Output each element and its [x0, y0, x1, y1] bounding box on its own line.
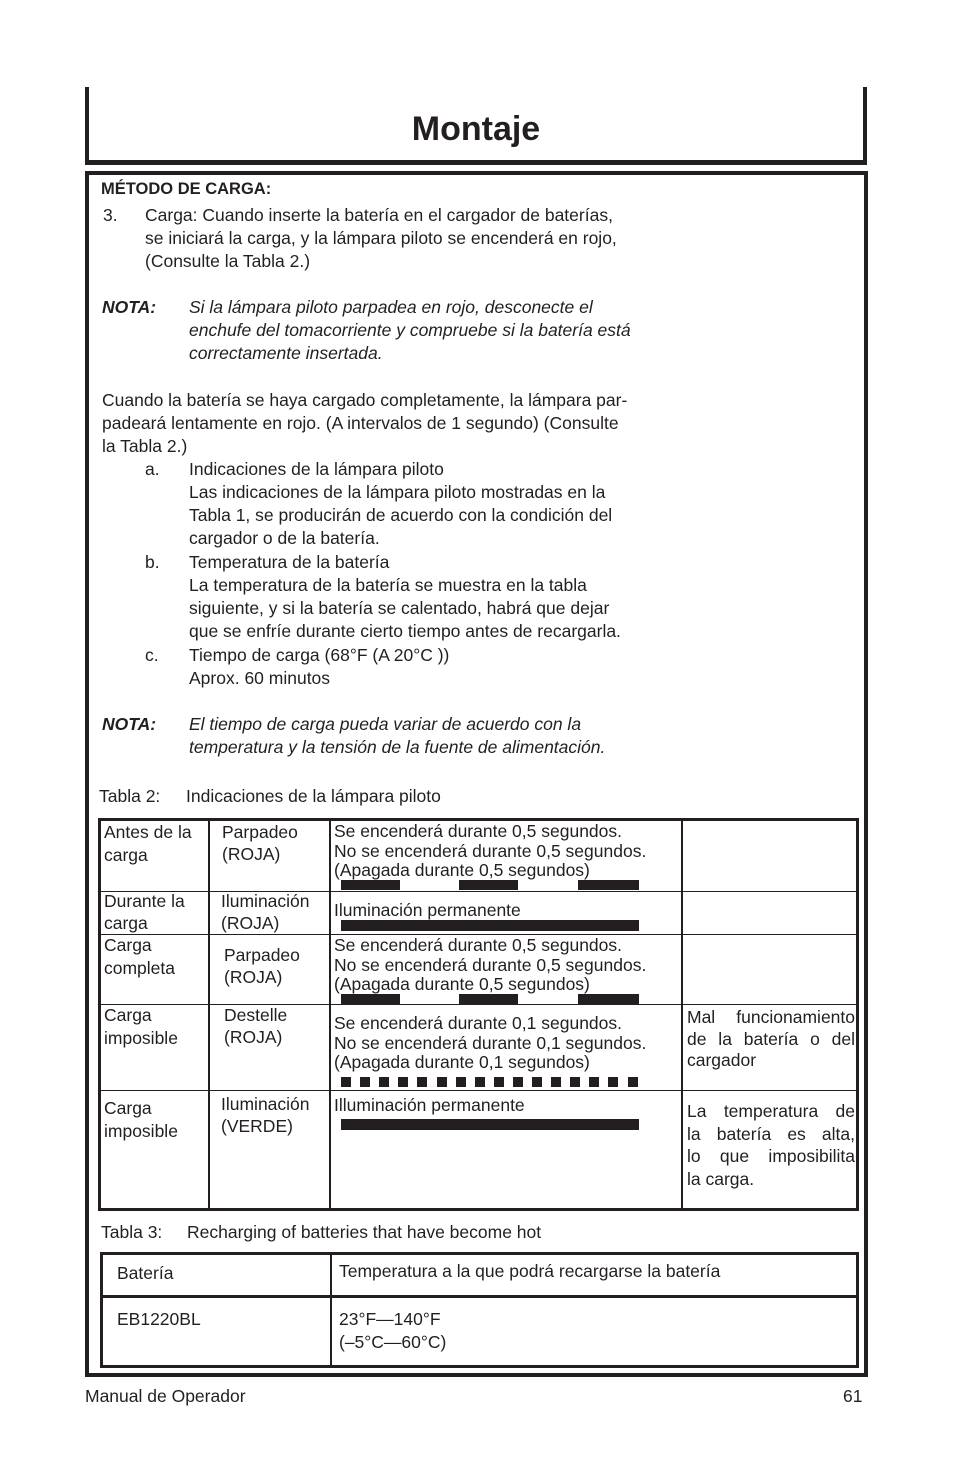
- paragraph-line: la Tabla 2.): [102, 436, 188, 456]
- note-cell-line: de la batería o del: [687, 1028, 855, 1049]
- blink-dot: [628, 1077, 638, 1087]
- note-cell: [687, 1100, 855, 1190]
- desc-cell: [334, 900, 521, 922]
- sub-item-line: Las indicaciones de la lámpara piloto mostradas en la: [189, 482, 606, 502]
- desc-cell-line: No se encenderá durante 0,1 segundos.: [334, 1032, 647, 1053]
- state-cell: [104, 935, 175, 979]
- column-divider: [329, 821, 331, 1208]
- sub-item-line: Tiempo de carga (68°F (A 20°C )): [189, 645, 450, 665]
- desc-cell: [334, 1095, 525, 1117]
- blink-dot: [379, 1077, 389, 1087]
- desc-cell-line: (Apagada durante 0,1 segundos): [334, 1052, 590, 1072]
- nota-line: Si la lámpara piloto parpadea en rojo, desconecte el: [189, 297, 593, 317]
- desc-cell-line: Se encenderá durante 0,5 segundos.: [334, 935, 622, 955]
- pilot-lamp-table: [98, 818, 859, 1211]
- temperature-fahrenheit: 23°F—140°F: [339, 1309, 441, 1329]
- nota-label: NOTA:: [102, 714, 157, 734]
- blink-dot: [360, 1077, 370, 1087]
- sub-item-line: La temperatura de la batería se muestra en la tabla: [189, 575, 587, 595]
- desc-cell-line: (Apagada durante 0,5 segundos): [334, 974, 590, 994]
- column-divider: [330, 1255, 332, 1365]
- state-cell: [104, 891, 185, 934]
- row-divider: [101, 1090, 856, 1091]
- state-cell-line: completa: [104, 957, 176, 978]
- header-battery: Batería: [117, 1263, 174, 1283]
- sub-item-line: siguiente, y si la batería se calentado, habrá que dejar: [189, 598, 610, 618]
- header-divider: [103, 1295, 856, 1298]
- page-number: 61: [843, 1386, 863, 1406]
- lamp-cell-line: Parpadeo: [224, 945, 300, 965]
- nota-line: enchufe del tomacorriente y compruebe si la batería está: [189, 320, 631, 340]
- page-title: Montaje: [411, 110, 541, 148]
- lamp-cell-line: (ROJA): [224, 966, 283, 987]
- recharge-temperature-table: [100, 1252, 859, 1368]
- nota-line: temperatura y la tensión de la fuente de alimentación.: [189, 737, 606, 757]
- column-divider: [681, 821, 683, 1208]
- row-divider: [101, 891, 856, 892]
- note-cell: [687, 1007, 855, 1072]
- note-cell-line: Mal funcionamiento: [687, 1007, 855, 1027]
- nota-label: NOTA:: [102, 297, 157, 317]
- sub-item-letter: a.: [145, 459, 160, 479]
- state-cell: [104, 1098, 178, 1142]
- blink-dot: [608, 1077, 618, 1087]
- blink-on-bar: [459, 880, 518, 890]
- state-cell-line: imposible: [104, 1120, 178, 1141]
- state-cell-line: imposible: [104, 1027, 178, 1048]
- blink-dot: [456, 1077, 466, 1087]
- lamp-cell: [224, 945, 300, 988]
- header-temperature: Temperatura a la que podrá recargarse la batería: [339, 1261, 721, 1281]
- blink-dot: [475, 1077, 485, 1087]
- sub-item-line: Aprox. 60 minutos: [189, 668, 331, 688]
- note-cell-line: La temperatura de: [687, 1101, 855, 1121]
- step-number: 3.: [103, 205, 118, 225]
- note-cell-line: la batería es alta,: [687, 1123, 855, 1144]
- table-caption-text: Indicaciones de la lámpara piloto: [186, 786, 441, 806]
- blink-on-bar: [341, 880, 400, 890]
- footer-manual-title: Manual de Operador: [85, 1386, 246, 1406]
- sub-item-letter: b.: [145, 552, 160, 572]
- lamp-cell: [221, 1094, 310, 1137]
- desc-cell-line: No se encenderá durante 0,5 segundos.: [334, 840, 647, 861]
- lamp-cell-line: (VERDE): [221, 1115, 293, 1136]
- lamp-cell-line: Destelle: [224, 1005, 288, 1025]
- steady-on-bar: [341, 920, 639, 931]
- nota-line: correctamente insertada.: [189, 343, 383, 363]
- paragraph-line: padeará lentamente en rojo. (A intervalos de 1 segundo) (Consulte: [102, 413, 619, 433]
- desc-cell: [334, 1014, 646, 1073]
- note-cell-line: lo que imposibilita: [687, 1146, 855, 1166]
- state-cell: [104, 1005, 178, 1049]
- lamp-cell-line: Iluminación: [221, 891, 310, 911]
- state-cell-line: Carga: [104, 935, 152, 955]
- desc-cell-line: No se encenderá durante 0,5 segundos.: [334, 954, 647, 975]
- table-caption-number: Tabla 2:: [99, 786, 161, 806]
- lamp-cell: [221, 891, 310, 934]
- blink-dot: [437, 1077, 447, 1087]
- battery-model: EB1220BL: [117, 1309, 201, 1329]
- lamp-cell-line: (ROJA): [221, 912, 280, 933]
- paragraph-line: Cuando la batería se haya cargado completamente, la lámpara par-: [102, 390, 628, 410]
- note-cell-line: cargador: [687, 1050, 757, 1070]
- blink-dot: [589, 1077, 599, 1087]
- blink-on-bar: [341, 994, 400, 1004]
- lamp-cell-line: Iluminación: [221, 1094, 310, 1114]
- column-divider: [208, 821, 210, 1208]
- lamp-cell-line: Parpadeo: [222, 822, 298, 842]
- steady-on-bar: [341, 1119, 639, 1130]
- blink-dot: [551, 1077, 561, 1087]
- sub-item-line: Temperatura de la batería: [189, 552, 390, 572]
- sub-item-line: cargador o de la batería.: [189, 528, 380, 548]
- blink-dot: [341, 1077, 351, 1087]
- title-box: [85, 87, 867, 165]
- blink-on-bar: [459, 994, 518, 1004]
- lamp-cell-line: (ROJA): [222, 843, 281, 864]
- desc-cell-line: Se encenderá durante 0,5 segundos.: [334, 821, 622, 841]
- state-cell-line: Carga: [104, 1005, 152, 1025]
- desc-cell-line: Se encenderá durante 0,1 segundos.: [334, 1013, 622, 1033]
- blink-dot: [494, 1077, 504, 1087]
- table-caption-text: Recharging of batteries that have become hot: [187, 1222, 542, 1242]
- blink-on-bar: [578, 994, 639, 1004]
- state-cell-line: Carga: [104, 1098, 152, 1118]
- step-line: Carga: Cuando inserte la batería en el cargador de baterías,: [145, 205, 613, 225]
- desc-cell-line: Illuminación permanente: [334, 1095, 525, 1115]
- section-heading: MÉTODO DE CARGA:: [101, 180, 272, 198]
- sub-item-line: Tabla 1, se producirán de acuerdo con la condición del: [189, 505, 613, 525]
- blink-dot: [398, 1077, 408, 1087]
- blink-on-bar: [578, 880, 639, 890]
- sub-item-letter: c.: [145, 645, 159, 665]
- lamp-cell-line: (ROJA): [224, 1026, 283, 1047]
- nota-line: El tiempo de carga pueda variar de acuerdo con la: [189, 714, 582, 734]
- table-caption-number: Tabla 3:: [101, 1222, 163, 1242]
- lamp-cell: [222, 822, 298, 865]
- step-line: (Consulte la Tabla 2.): [145, 251, 311, 271]
- blink-dot: [570, 1077, 580, 1087]
- sub-item-line: Indicaciones de la lámpara piloto: [189, 459, 444, 479]
- desc-cell-line: (Apagada durante 0,5 segundos): [334, 860, 590, 880]
- blink-dot: [532, 1077, 542, 1087]
- lamp-cell: [224, 1005, 287, 1048]
- table-row: [104, 822, 192, 866]
- step-line: se iniciará la carga, y la lámpara piloto se encenderá en rojo,: [145, 228, 617, 248]
- blink-dot: [513, 1077, 523, 1087]
- state-cell-line: carga: [104, 912, 148, 933]
- desc-cell: [334, 822, 646, 881]
- blink-dot: [417, 1077, 427, 1087]
- temperature-range: [339, 1308, 446, 1353]
- desc-cell-line: Iluminación permanente: [334, 900, 521, 920]
- state-cell-line: Durante la: [104, 891, 185, 911]
- note-cell-line: la carga.: [687, 1168, 755, 1189]
- desc-cell: [334, 936, 646, 995]
- sub-item-line: que se enfríe durante cierto tiempo antes de recargarla.: [189, 621, 621, 641]
- state-cell-line: Antes de la: [104, 822, 192, 842]
- state-cell-line: carga: [104, 844, 148, 865]
- row-divider: [101, 1004, 856, 1005]
- temperature-celsius: (–5°C—60°C): [339, 1331, 447, 1352]
